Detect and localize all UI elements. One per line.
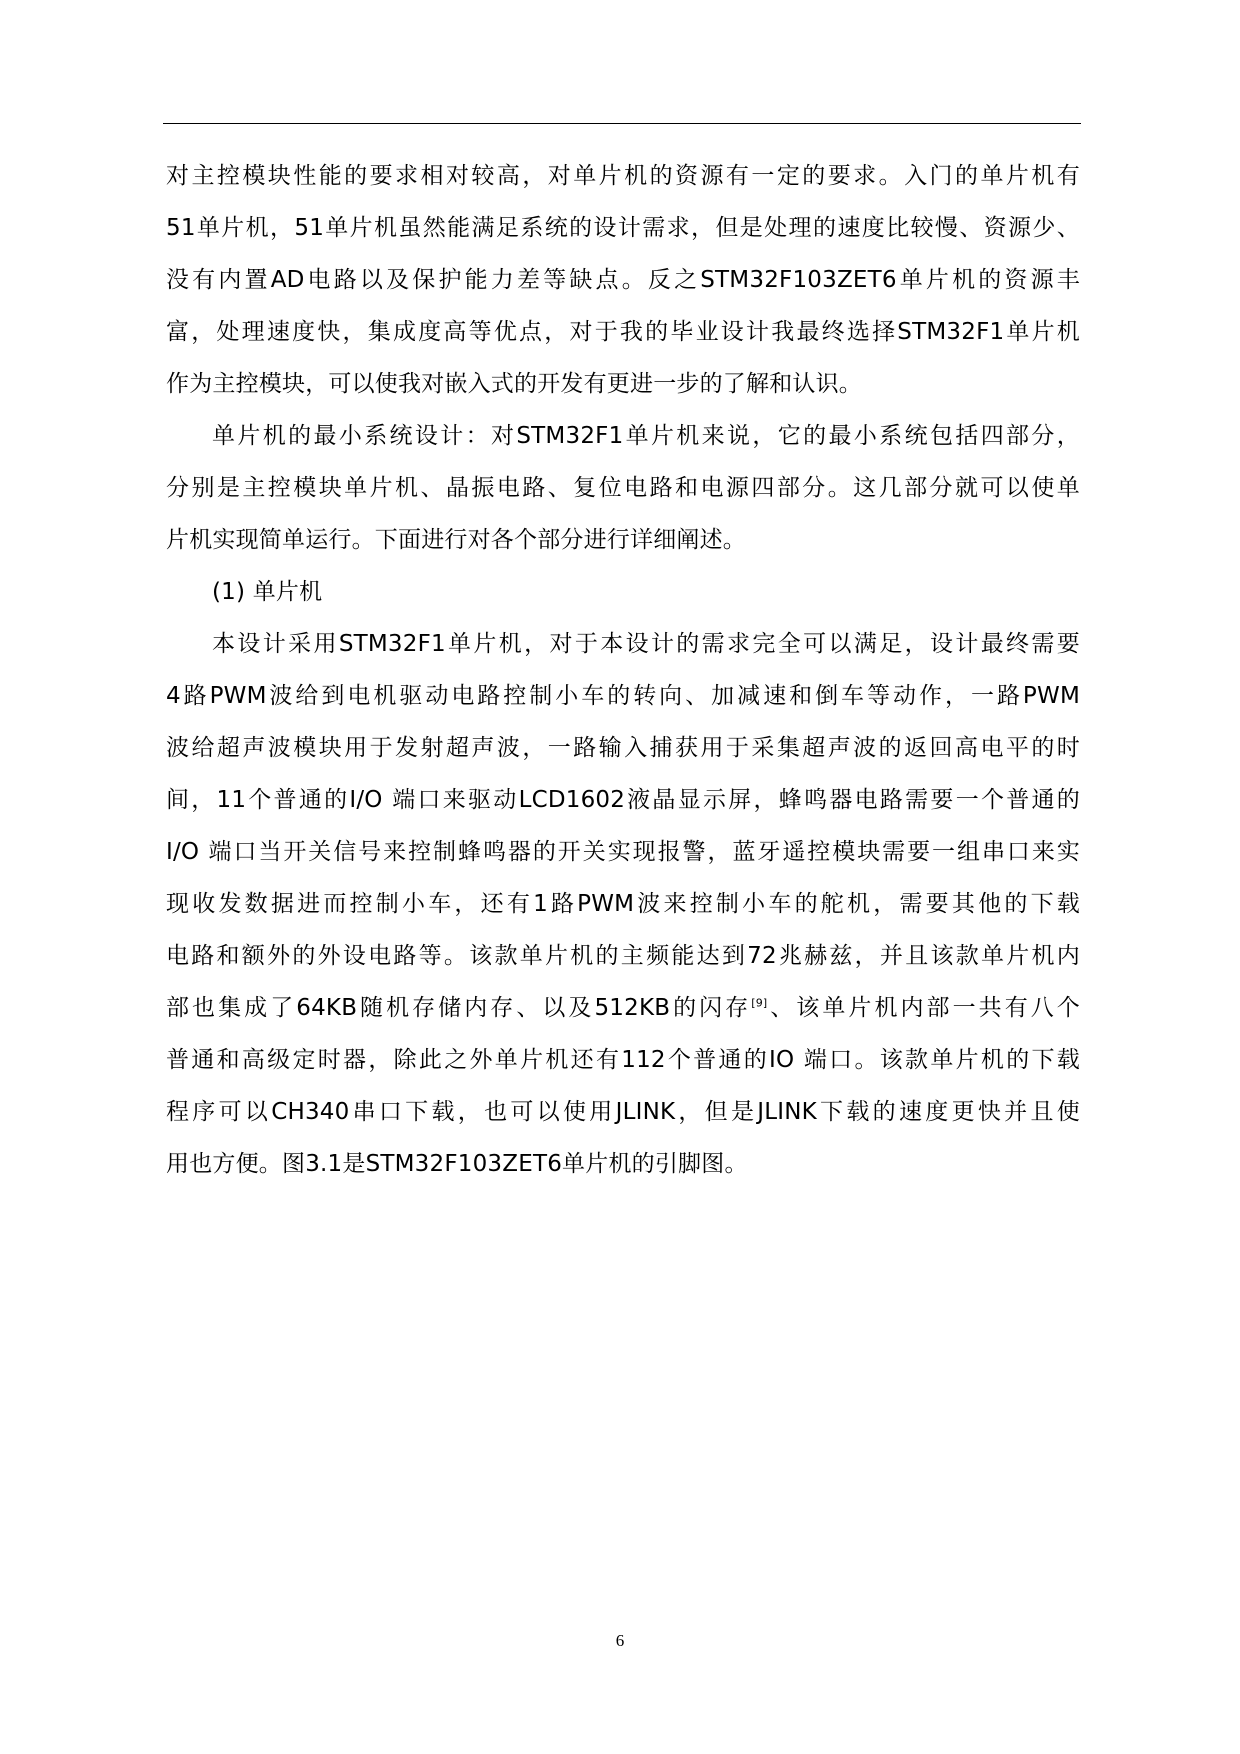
- text-line: 作为主控模块，可以使我对嵌入式的开发有更进一步的了解和认识。: [166, 371, 862, 397]
- text-line: 本设计采用STM32F1单片机，对于本设计的需求完全可以满足，设计最终需要: [212, 631, 1080, 657]
- document-body: [166, 150, 1080, 1190]
- text-line: 程序可以CH340串口下载，也可以使用JLINK，但是JLINK下载的速度更快并且使: [166, 1099, 1080, 1125]
- text-line: 波给超声波模块用于发射超声波，一路输入捕获用于采集超声波的返回高电平的时: [166, 735, 1080, 761]
- text-line: 间，11个普通的I/O 端口来驱动LCD1602液晶显示屏，蜂鸣器电路需要一个普通的: [166, 787, 1080, 813]
- paragraph-mcu-selection: [166, 150, 1080, 410]
- text-line: 4路PWM波给到电机驱动电路控制小车的转向、加减速和倒车等动作，一路PWM: [166, 683, 1080, 709]
- page-number: 6: [615, 1631, 625, 1650]
- paragraph-minimum-system: [166, 410, 1080, 566]
- text-line: 没有内置AD电路以及保护能力差等缺点。反之STM32F103ZET6单片机的资源丰: [166, 267, 1080, 293]
- text-line: 电路和额外的外设电路等。该款单片机的主频能达到72兆赫兹，并且该款单片机内: [166, 943, 1080, 969]
- text-line: 单片机的最小系统设计：对STM32F1单片机来说，它的最小系统包括四部分，: [212, 423, 1080, 449]
- subsection-heading: [166, 566, 1080, 618]
- text-line: 对主控模块性能的要求相对较高，对单片机的资源有一定的要求。入门的单片机有: [166, 163, 1080, 189]
- citation-line-before: 部也集成了64KB随机存储内存、以及512KB的闪存: [166, 995, 752, 1021]
- header-rule: [163, 123, 1081, 124]
- text-line: I/O 端口当开关信号来控制蜂鸣器的开关实现报警，蓝牙遥控模块需要一组串口来实: [166, 839, 1080, 865]
- text-line: 片机实现简单运行。下面进行对各个部分进行详细阐述。: [166, 527, 746, 553]
- text-line: 51单片机，51单片机虽然能满足系统的设计需求，但是处理的速度比较慢、资源少、: [166, 215, 1080, 241]
- citation-marker: [9]: [751, 996, 768, 1010]
- citation-line-after: 、该单片机内部一共有八个: [767, 995, 1080, 1021]
- text-line: 用也方便。图3.1是STM32F103ZET6单片机的引脚图。: [166, 1151, 748, 1177]
- paragraph-mcu-details: [166, 618, 1080, 1190]
- subsection-heading-text: (1) 单片机: [212, 579, 323, 605]
- text-line: 普通和高级定时器，除此之外单片机还有112个普通的IO 端口。该款单片机的下载: [166, 1047, 1080, 1073]
- text-line-with-citation: [166, 982, 1080, 1034]
- text-line: 现收发数据进而控制小车，还有1路PWM波来控制小车的舵机，需要其他的下载: [166, 891, 1080, 917]
- text-line: 富，处理速度快，集成度高等优点，对于我的毕业设计我最终选择STM32F1单片机: [166, 319, 1080, 345]
- text-line: 分别是主控模块单片机、晶振电路、复位电路和电源四部分。这几部分就可以使单: [166, 475, 1080, 501]
